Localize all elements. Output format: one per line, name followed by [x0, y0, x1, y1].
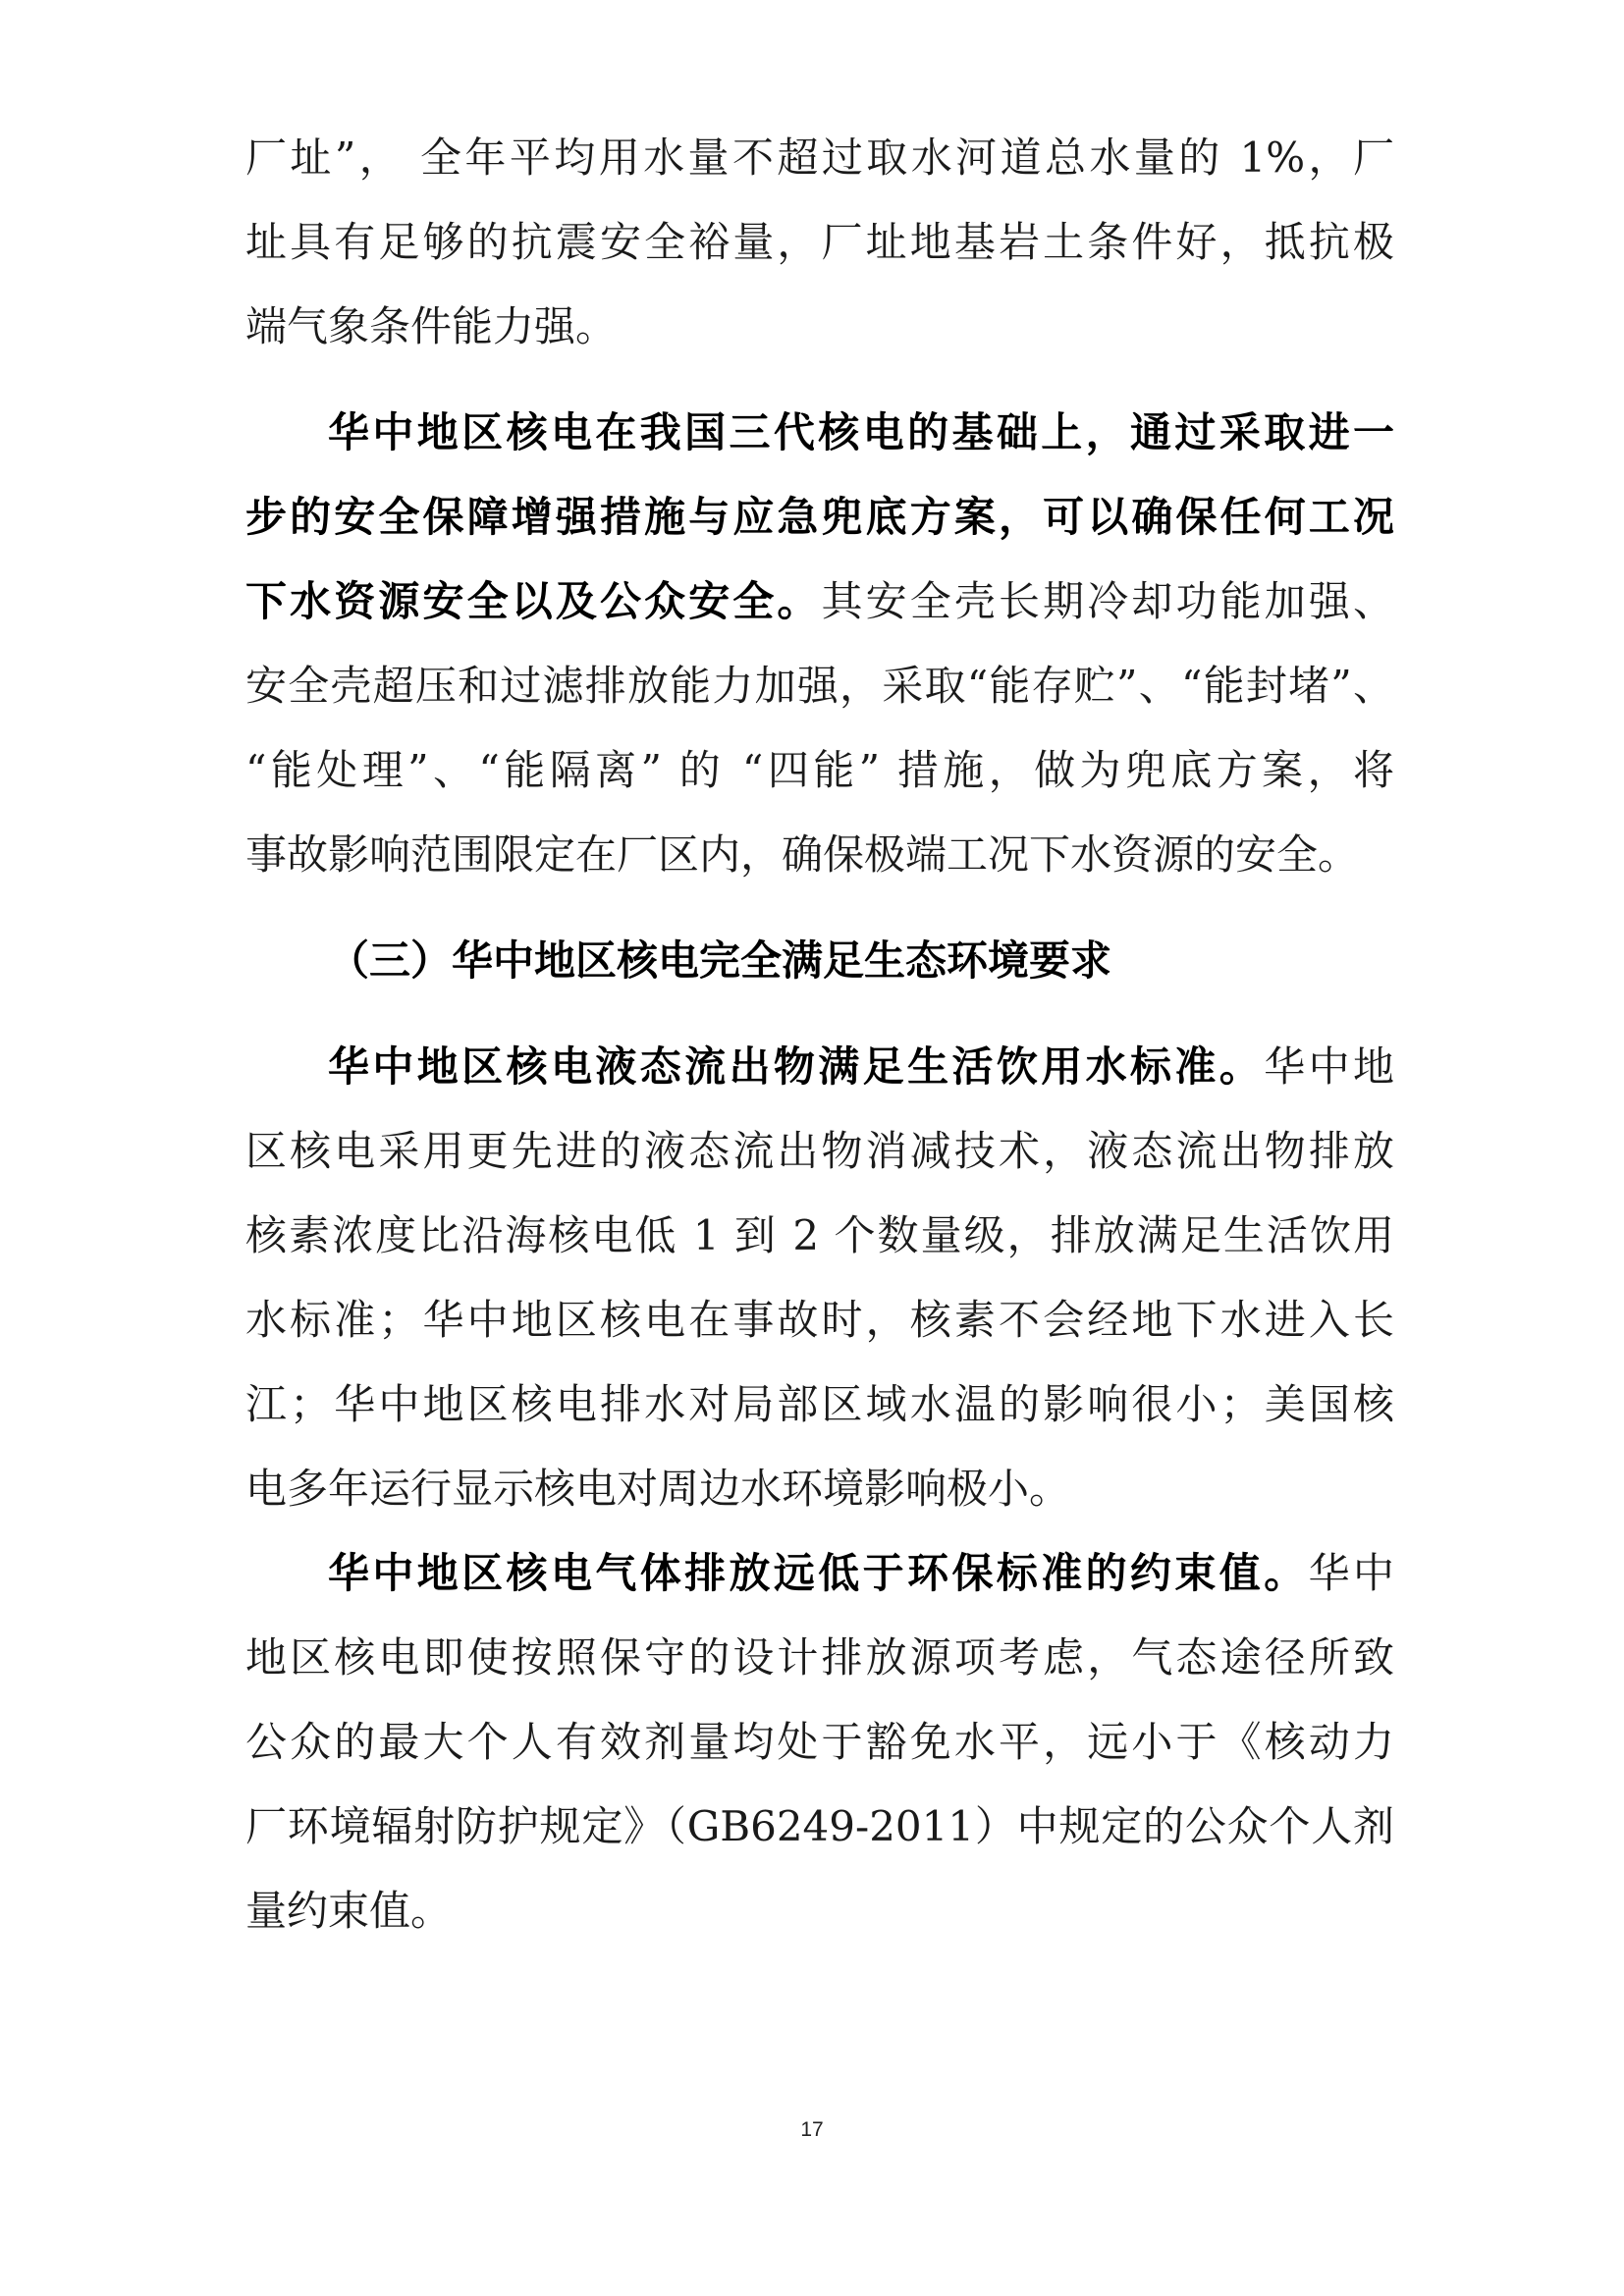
para2-line1: 华中地区核电在我国三代核电的基础上，通过采取进一 — [328, 408, 1394, 456]
para2-line6: 事故影响范围限定在厂区内，确保极端工况下水资源的安全。 — [245, 830, 1360, 879]
para1-line1: 厂址”， 全年平均用水量不超过取水河道总水量的 1%，厂 — [245, 133, 1394, 182]
para1-line2: 址具有足够的抗震安全裕量，厂址地基岩土条件好，抵抗极 — [245, 218, 1394, 266]
para4-line5: 量约束值。 — [245, 1887, 453, 1935]
para2-line3 — [245, 567, 1394, 636]
para3-line1-lead: 华中地区核电液态流出物满足生活饮用水标准。 — [328, 1042, 1265, 1091]
para4-line3: 公众的最大个人有效剂量均处于豁免水平，远小于《核动力 — [245, 1718, 1394, 1766]
para4-line1-rest: 华中 — [1308, 1549, 1394, 1597]
para4-line2: 地区核电即使按照保守的设计排放源项考虑，气态途径所致 — [245, 1633, 1394, 1682]
para3-line6: 电多年运行显示核电对周边水环境影响极小。 — [245, 1465, 1071, 1513]
page-number: 17 — [800, 2118, 824, 2141]
para3-line4: 水标准；华中地区核电在事故时，核素不会经地下水进入长 — [245, 1296, 1394, 1344]
para2-line4: 安全壳超压和过滤排放能力加强，采取“能存贮”、“能封堵”、 — [245, 662, 1394, 710]
para3-line2: 区核电采用更先进的液态流出物消减技术，液态流出物排放 — [245, 1127, 1394, 1175]
section-heading: （三）华中地区核电完全满足生态环境要求 — [328, 936, 1112, 985]
para4-line1 — [328, 1539, 1394, 1608]
para3-line3: 核素浓度比沿海核电低 1 到 2 个数量级，排放满足生活饮用 — [245, 1211, 1394, 1259]
para2-line5: “能处理”、“能隔离” 的 “四能” 措施，做为兜底方案，将 — [245, 746, 1394, 794]
para4-line1-lead: 华中地区核电气体排放远低于环保标准的约束值。 — [328, 1549, 1309, 1597]
para3-line1-rest: 华中地 — [1264, 1042, 1394, 1091]
para1-line3: 端气象条件能力强。 — [245, 302, 618, 350]
para4-line4: 厂环境辐射防护规定》（GB6249-2011）中规定的公众个人剂 — [245, 1802, 1394, 1850]
para2-line2: 步的安全保障增强措施与应急兜底方案，可以确保任何工况 — [245, 493, 1394, 541]
para3-line1 — [328, 1033, 1394, 1101]
para2-line3-rest: 其安全壳长期冷却功能加强、 — [821, 577, 1394, 625]
para3-line5: 江；华中地区核电排水对局部区域水温的影响很小；美国核 — [245, 1380, 1394, 1428]
para2-line3-lead: 下水资源安全以及公众安全。 — [245, 577, 822, 625]
